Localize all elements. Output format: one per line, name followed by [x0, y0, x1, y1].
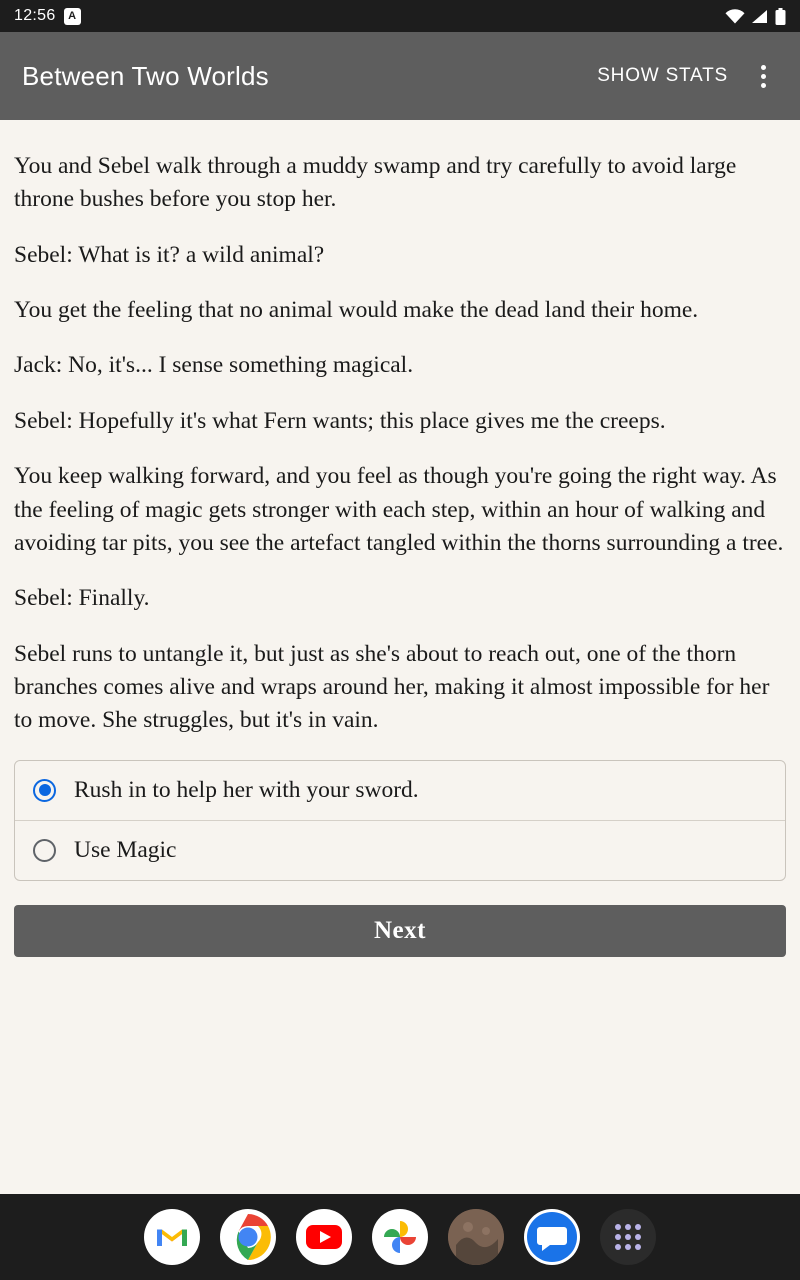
choice-list [14, 760, 786, 881]
story-paragraph: You and Sebel walk through a muddy swamp and try carefully to avoid large throne bushes before you stop her. [14, 153, 737, 213]
show-stats-button[interactable]: SHOW STATS [591, 57, 734, 95]
app-bar [0, 32, 800, 120]
choice-option-1[interactable] [15, 761, 785, 820]
game-app-icon[interactable] [448, 1209, 504, 1265]
app-drawer-dots [615, 1224, 641, 1250]
story-content [0, 120, 800, 1194]
choice-label: Rush in to help her with your sword. [74, 776, 419, 803]
story-text [14, 150, 786, 738]
radio-button-icon[interactable] [33, 779, 56, 802]
radio-button-icon[interactable] [33, 839, 56, 862]
status-clock: 12:56 [14, 7, 56, 24]
youtube-icon[interactable] [296, 1209, 352, 1265]
story-paragraph: You get the feeling that no animal would make the dead land their home. [14, 297, 699, 324]
gmail-icon[interactable] [144, 1209, 200, 1265]
choice-label: Use Magic [74, 836, 177, 863]
choice-option-2[interactable] [15, 820, 785, 880]
wifi-icon [725, 9, 743, 23]
chrome-icon[interactable] [220, 1209, 276, 1265]
messages-icon[interactable] [524, 1209, 580, 1265]
status-bar-right [725, 8, 786, 25]
story-paragraph: Sebel runs to untangle it, but just as she's about to reach out, one of the thorn branches comes alive and wraps around her, making it almost impossible for her to move. She struggles, but it's in vain. [14, 640, 770, 734]
app-dock [0, 1194, 800, 1280]
story-paragraph: Sebel: Finally. [14, 585, 150, 612]
notification-app-icon: A [64, 8, 81, 25]
more-options-icon[interactable] [744, 55, 782, 97]
battery-icon [775, 8, 786, 25]
app-bar-actions [591, 55, 782, 97]
page-title: Between Two Worlds [22, 60, 269, 91]
story-paragraph: Sebel: What is it? a wild animal? [14, 241, 325, 268]
google-photos-icon[interactable] [372, 1209, 428, 1265]
app-drawer-icon[interactable] [600, 1209, 656, 1265]
signal-icon [750, 9, 768, 24]
story-paragraph: You keep walking forward, and you feel as though you're going the right way. As the feeling of magic gets stronger with each step, within an hour of walking and avoiding tar pits, you see the artefact tangled within the thorns surrounding a tree. [14, 463, 784, 556]
next-button[interactable]: Next [14, 905, 786, 957]
story-paragraph: Jack: No, it's... I sense something magical. [14, 352, 414, 379]
status-bar [0, 0, 800, 32]
status-bar-left [14, 7, 81, 25]
story-paragraph: Sebel: Hopefully it's what Fern wants; this place gives me the creeps. [14, 407, 666, 434]
